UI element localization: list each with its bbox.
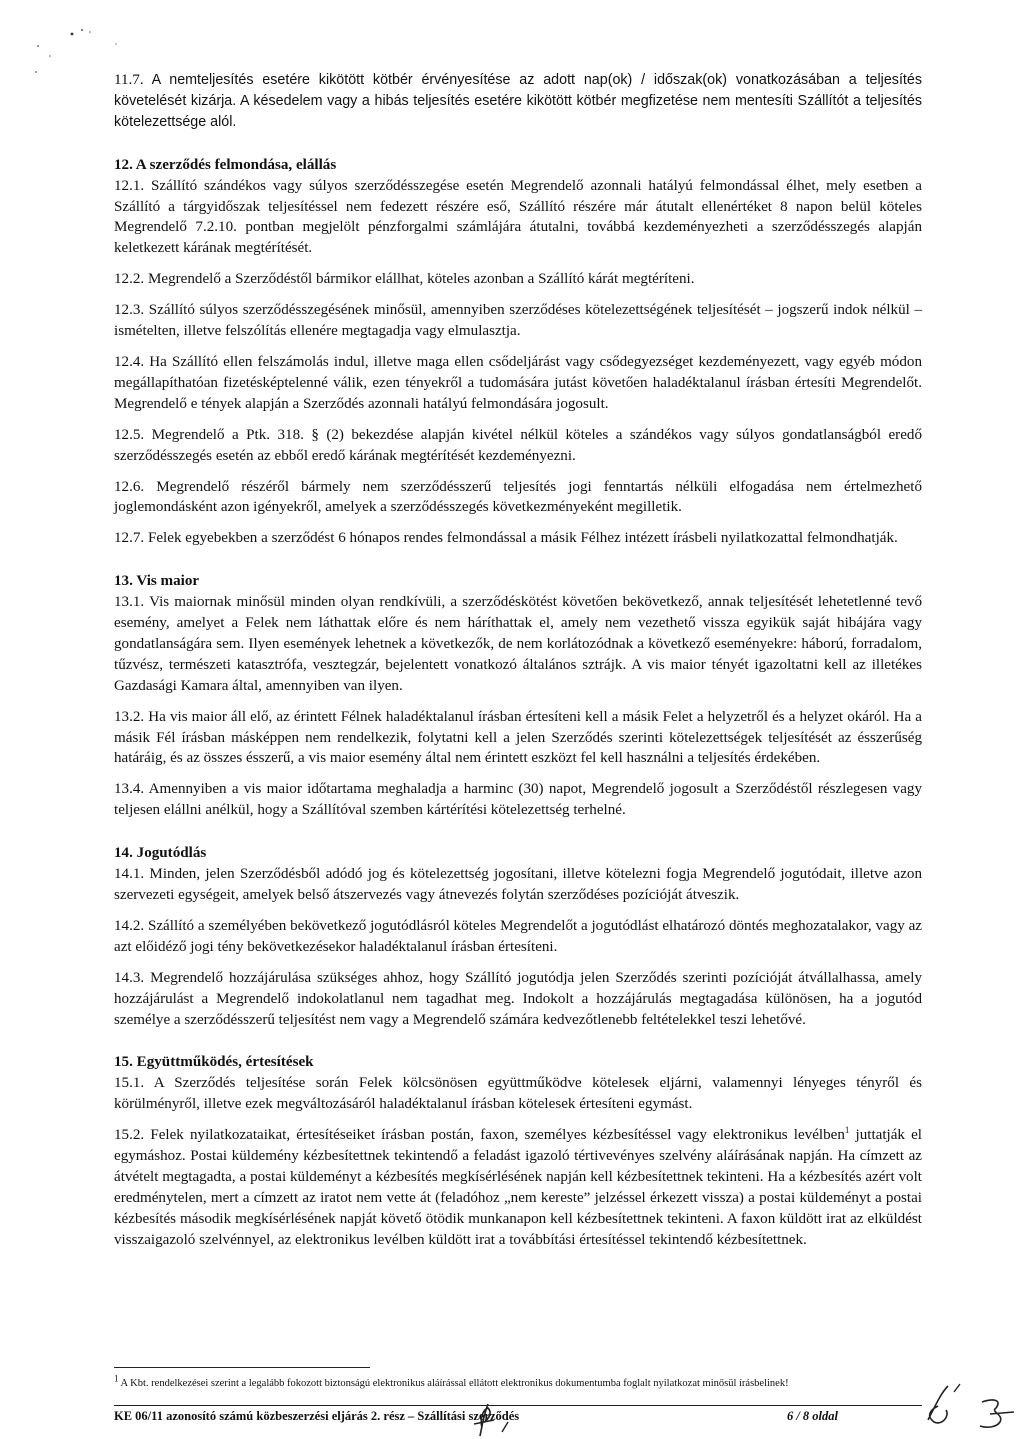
- clause-12-7: [114, 528, 922, 549]
- clause-number: 13.4.: [114, 781, 145, 798]
- clause-number: 15.2.: [114, 1127, 145, 1144]
- handwritten-initials-right: [920, 1380, 1020, 1436]
- clause-text: Szállító a személyében bekövetkező jogutódlásról köteles Megrendelőt a jogutódlást elhatározó döntés meghozatalakor, vagy az azt előidéző jogi tény bekövetkezésekor haladéktalanul írásban értesíteni.: [114, 917, 922, 955]
- contract-body: [114, 70, 922, 1261]
- clause-15-1: [114, 1073, 922, 1115]
- clause-13-1: [114, 592, 922, 697]
- clause-12-1: [114, 176, 922, 260]
- clause-text: Amennyiben a vis maior időtartama meghaladja a harminc (30) napot, Megrendelő jogosult a Szerződéstől részlegesen vagy teljesen elállni anélkül, hogy a Szállítóval szemben kártérítési kötelezettség terhelné.: [114, 781, 922, 819]
- clause-text: Minden, jelen Szerződésből adódó jog és kötelezettség jogosítani, illetve kötelezni fogja Megrendelő jogutódait, illetve azon szervezeti egységeit, amelyek belső átszervezés vagy átnevezés folytán szerződéses pozícióját átveszik.: [114, 866, 922, 903]
- clause-text: Szállító szándékos vagy súlyos szerződésszegése esetén Megrendelő azonnali hatályú felmondással élhet, mely esetben a Szállító a tárgyidőszak teljesítéssel nem fedezett részére eső, Szállító részére már átutalt ellenértéket 8 napon belül köteles Megrendelő 7.2.10. pontban megjelölt pénzforgalmi számlájára átutalni, továbbá kezdeményezheti a szerződésszegés alapján keletkezett kárának megtérítését.: [114, 177, 922, 257]
- clause-text: Szállító súlyos szerződésszegésének minősül, amennyiben szerződéses kötelezettségének teljesítését – jogszerű indok nélkül – ismételten, illetve felszólítás ellenére megtagadja vagy elmulasztja.: [114, 302, 922, 340]
- section-heading-15: 15. Együttműködés, értesítések: [114, 1054, 314, 1071]
- clause-14-3: [114, 968, 922, 1031]
- clause-text: Ha vis maior áll elő, az érintett Félnek haladéktalanul írásban értesíteni kell a másik Felet a helyzetről és a helyzet okáról. Ha a másik Fél írásban másképpen nem rendelkezik, folytatni kell a jelen Szerződés szerinti kötelezettségek teljesítését az ésszerűség határáig, és az összes ésszerű, a vis maior esemény által nem érintett eszközt fel kell használni a teljesítés érdekében.: [114, 708, 922, 767]
- clause-number: 13.2.: [114, 708, 145, 725]
- clause-number: 14.1.: [114, 866, 145, 883]
- clause-number: 11.7.: [114, 72, 144, 88]
- footer-page-number: 6 / 8 oldal: [786, 1409, 838, 1423]
- clause-text: Megrendelő részéről bármely nem szerződésszerű teljesítés jogi fenntartás nélküli elfogadása nem értelmezhető joglemondásként azon igényekről, amelyek a szerződésszegés következményeként megilletik.: [114, 478, 922, 516]
- clause-text: Felek egyebekben a szerződést 6 hónapos rendes felmondással a másik Félhez intézett írásbeli nyilatkozattal felmondhatják.: [144, 530, 898, 547]
- handwritten-initials-bottom: [470, 1402, 530, 1439]
- clause-text: A Szerződés teljesítése során Felek kölcsönösen együttműködve kötelesek eljárni, valamennyi lényeges tényről és körülményről, illetve ezek megváltozásáról haladéktalanul írásban kötelesek értesíteni egymást.: [114, 1075, 922, 1113]
- clause-12-4: [114, 352, 922, 415]
- clause-text: Megrendelő a Szerződéstől bármikor elállhat, köteles azonban a Szállító kárát megtéríteni.: [144, 271, 695, 288]
- clause-number: 13.1.: [114, 594, 145, 611]
- clause-text: Ha Szállító ellen felszámolás indul, illetve maga ellen csődeljárást vagy csődegyezséget kezdeményezett, vagy egyéb módon megállapíthatóan fizetésképtelenné válik, ezen tényekről a tudomására jutást követően haladéktalanul írásban értesíti Megrendelőt. Megrendelő e tények alapján a Szerződés azonnali hatályú felmondására jogosult.: [114, 353, 922, 412]
- clause-number: 12.4.: [114, 353, 145, 370]
- clause-15-2: [114, 1125, 922, 1250]
- clause-11-7: [114, 70, 922, 133]
- clause-number: 12.1.: [114, 177, 145, 194]
- clause-number: 12.7.: [114, 530, 145, 547]
- section-heading-14: 14. Jogutódlás: [114, 845, 207, 862]
- section-heading-13: 13. Vis maior: [114, 573, 200, 590]
- clause-number: 14.2.: [114, 917, 145, 934]
- clause-13-4: [114, 779, 922, 821]
- footer-document-id: KE 06/11 azonosító számú közbeszerzési eljárás 2. rész – Szállítási szerződés: [114, 1409, 520, 1423]
- clause-number: 14.3.: [114, 969, 145, 986]
- clause-text: Megrendelő a Ptk. 318. § (2) bekezdése alapján kivétel nélkül köteles a szándékos vagy súlyos gondatlanságból eredő szerződésszegés esetén az ebből eredő kárának megtérítését kezdeményezni.: [114, 426, 922, 464]
- clause-13-2: [114, 707, 922, 770]
- clause-text: A nemteljesítés esetére kikötött kötbér érvényesítése az adott nap(ok) / időszak(ok) vonatkozásában a teljesítés követelését kizárja. A késedelem vagy a hibás teljesítés esetére kikötött kötbér megfizetése nem mentesíti Szállítót a teljesítés kötelezettsége alól.: [114, 72, 922, 130]
- footnote: [114, 1373, 922, 1391]
- clause-number: 12.2.: [114, 271, 145, 288]
- footnote-mark: 1: [114, 1373, 119, 1384]
- clause-12-2: [114, 269, 922, 290]
- clause-14-2: [114, 916, 922, 958]
- clause-number: 12.3.: [114, 302, 145, 319]
- clause-text: Felek nyilatkozataikat, értesítéseiket írásban postán, faxon, személyes kézbesítéssel vagy elektronikus levélben: [144, 1127, 845, 1144]
- section-heading-12: 12. A szerződés felmondása, elállás: [114, 156, 337, 173]
- scan-speckles: [30, 20, 120, 80]
- clause-text: Megrendelő hozzájárulása szükséges ahhoz, hogy Szállító jogutódja jelen Szerződés szerinti pozícióját átvállalhassa, amely hozzájárulást a Megrendelő indokolatlanul nem tagadhat meg. Indokolt a hozzájárulás megtagadása különösen, ha a jogutód személye a szerződésszerű teljesítést nem vagy a Megrendelő számára kedvezőtlenebb feltételekkel teszi lehetővé.: [114, 969, 922, 1028]
- clause-12-5: [114, 425, 922, 467]
- clause-number: 12.6.: [114, 478, 145, 495]
- footnote-text: A Kbt. rendelkezései szerint a legalább fokozott biztonságú elektronikus aláírással ellátott elektronikus dokumentumba foglalt nyilatkozat minősül írásbelinek!: [118, 1378, 789, 1389]
- footnote-reference: 1: [844, 1125, 850, 1136]
- clause-12-6: [114, 477, 922, 519]
- clause-12-3: [114, 300, 922, 342]
- clause-number: 15.1.: [114, 1075, 145, 1092]
- clause-text: Vis maiornak minősül minden olyan rendkívüli, a szerződéskötést követően bekövetkező, annak teljesítését lehetetlenné tevő esemény, amelyet a Felek nem láthattak előre és nem háríthattak el, amely nem vezethető vissza egyikük saját hibájára vagy gondatlanságára sem. Ilyen események lehetnek a következők, de nem korlátozódnak a következő eseményekre: háború, forradalom, tűzvész, természeti katasztrófa, vesztegzár, bejelentett vonatkozó általános sztrájk. A vis maior tényét igazoltatni kell az illetékes Gazdasági Kamara által, amennyiben van ilyen.: [114, 594, 922, 694]
- clause-14-1: [114, 864, 922, 906]
- clause-text: juttatják el egymáshoz. Postai küldemény kézbesítettnek tekintendő a feladást igazoló tértivevényes szelvény aláírásának napján. Ha címzett az átvételt megtagadta, a postai küldeményt a kézbesítés megkísérlésének napján kell kézbesítettnek tekinteni. Ha a kézbesítés azért volt eredménytelen, mert a címzett az iratot nem vette át (feladóhoz „nem kereste” jelzéssel érkezett vissza) a postai küldeményt a postai kézbesítés második megkísérlésének napját követő ötödik munkanapon kell kézbesítettnek tekinteni. A faxon küldött irat az elküldést visszaigazoló szelvénnyel, az elektronikus levélben küldött irat a továbbítási értesítéssel tekintendő kézbesítettnek.: [114, 1127, 922, 1248]
- clause-number: 12.5.: [114, 426, 145, 443]
- footnote-divider: [114, 1367, 370, 1368]
